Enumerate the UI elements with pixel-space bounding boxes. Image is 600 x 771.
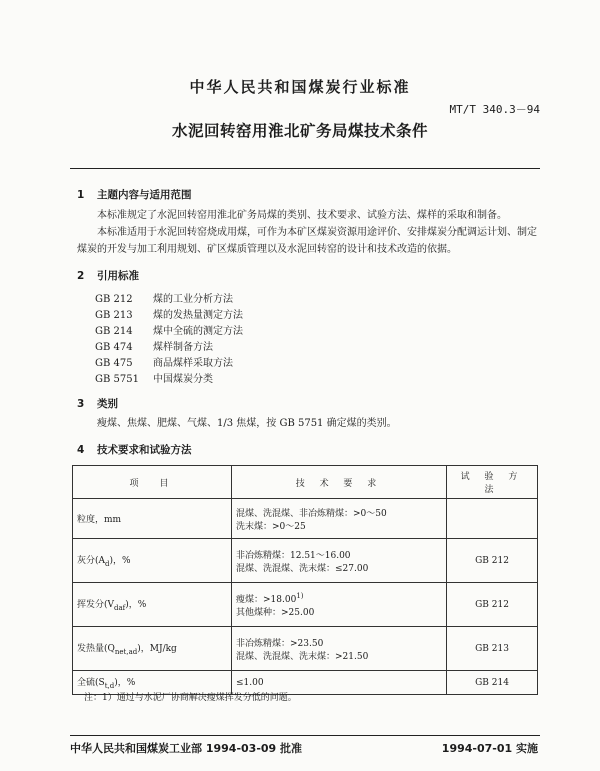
reference-code: GB 474: [95, 342, 133, 353]
reference-title: 煤样制备方法: [153, 342, 213, 353]
reference-title: 中国煤炭分类: [153, 374, 213, 385]
row-requirement: [232, 499, 447, 539]
section-1-paragraph-2: 本标准适用于水泥回转窑烧成用煤，可作为本矿区煤炭资源用途评价、安排煤炭分配调运计划、制定煤炭的开发与加工利用规划、矿区煤质管理以及水泥回转窑的设计和技术改造的依据。: [77, 227, 537, 255]
reference-title: 煤中全硫的测定方法: [153, 326, 243, 337]
table-header-row: [73, 466, 538, 499]
row-method: [447, 499, 538, 539]
item-unit: )，%: [114, 678, 136, 689]
reference-title: 煤的发热量测定方法: [153, 310, 243, 321]
section-3-paragraph: 瘦煤、焦煤、肥煤、气煤、1/3 焦煤，按 GB 5751 确定煤的类别。: [97, 418, 397, 429]
approval-line: 中华人民共和国煤炭工业部 1994-03-09 批准: [70, 742, 303, 755]
standard-code: MT/T 340.3－94: [449, 103, 540, 116]
row-item: [73, 539, 232, 583]
section-3-title: 类别: [97, 398, 118, 410]
section-1-title: 主题内容与适用范围: [97, 189, 192, 201]
footnote-marker: 1): [296, 591, 304, 600]
header-item: 项 目: [73, 466, 232, 499]
section-1-paragraph-1: 本标准规定了水泥回转窑用淮北矿务局煤的类别、技术要求、试验方法、煤样的采取和制备。: [97, 210, 507, 221]
table-row: [73, 539, 538, 583]
section-3-number: 3: [77, 398, 85, 410]
reference-item: [95, 354, 233, 369]
section-2-number: 2: [77, 270, 85, 282]
table-footnote: 注：1）通过与水泥厂协商解决瘦煤挥发分低的问题。: [84, 693, 297, 703]
header-test-method: 试 验 方 法: [447, 466, 538, 499]
table-row: [73, 627, 538, 671]
reference-code: GB 214: [95, 326, 133, 337]
requirement-line: 非冶炼精煤：12.51～16.00: [236, 550, 351, 561]
row-method: GB 212: [447, 583, 538, 627]
row-item: 粒度，mm: [73, 499, 232, 539]
item-unit: )，%: [125, 600, 147, 611]
row-requirement: [232, 583, 447, 627]
section-4-title: 技术要求和试验方法: [97, 444, 192, 456]
document-title: 水泥回转窑用淮北矿务局煤技术条件: [171, 122, 428, 140]
row-method: GB 213: [447, 627, 538, 671]
row-method: GB 212: [447, 539, 538, 583]
reference-item: [95, 290, 233, 305]
row-item: [73, 627, 232, 671]
reference-code: GB 5751: [95, 374, 139, 385]
row-item: [73, 583, 232, 627]
top-divider: [70, 168, 540, 169]
row-requirement: [232, 539, 447, 583]
section-4-heading: [77, 442, 192, 457]
requirement-line: 混煤、洗混煤、洗末煤：≤27.00: [236, 563, 369, 574]
section-2-title: 引用标准: [97, 270, 139, 282]
item-subscript: d: [105, 559, 110, 568]
section-4-number: 4: [77, 444, 85, 456]
item-name: 全硫(S: [77, 678, 105, 689]
technical-requirements-table: [72, 465, 538, 695]
requirement-line: ≤1.00: [236, 677, 264, 688]
requirement-line: [236, 592, 442, 605]
reference-item: [95, 338, 213, 353]
row-method: GB 214: [447, 671, 538, 695]
section-1-number: 1: [77, 189, 85, 201]
reference-code: GB 212: [95, 294, 133, 305]
item-subscript: net,ad: [114, 647, 138, 656]
section-1-heading: [77, 187, 192, 202]
item-subscript: t,d: [104, 681, 115, 690]
standard-category-title: 中华人民共和国煤炭行业标准: [189, 78, 411, 96]
item-name: 灰分(A: [77, 556, 106, 567]
header-requirement: 技 术 要 求: [232, 466, 447, 499]
requirement-line: 洗末煤：>0～25: [236, 521, 306, 532]
section-3-heading: [77, 396, 118, 411]
row-requirement: [232, 627, 447, 671]
requirement-line: 混煤、洗混煤、洗末煤：>21.50: [236, 651, 369, 662]
reference-code: GB 475: [95, 358, 133, 369]
item-unit: )，MJ/kg: [137, 644, 177, 655]
requirement-line: 其他煤种：>25.00: [236, 607, 315, 618]
reference-item: [95, 322, 243, 337]
reference-title: 商品煤样采取方法: [153, 358, 233, 369]
requirement-text: 瘦煤：>18.00: [236, 594, 297, 605]
requirement-line: 非冶炼精煤：>23.50: [236, 638, 324, 649]
table-row: [73, 499, 538, 539]
reference-item: [95, 306, 243, 321]
requirement-line: 混煤、洗混煤、非冶炼精煤：>0～50: [236, 508, 387, 519]
item-name: 挥发分(V: [77, 600, 115, 611]
item-name: 发热量(Q: [77, 644, 115, 655]
reference-item: [95, 370, 213, 385]
table-row: [73, 583, 538, 627]
implementation-date: 1994-07-01 实施: [441, 742, 538, 755]
item-unit: )，%: [109, 556, 131, 567]
reference-title: 煤的工业分析方法: [153, 294, 233, 305]
item-subscript: daf: [114, 603, 126, 612]
reference-code: GB 213: [95, 310, 133, 321]
section-2-heading: [77, 268, 139, 283]
bottom-divider: [70, 735, 540, 736]
